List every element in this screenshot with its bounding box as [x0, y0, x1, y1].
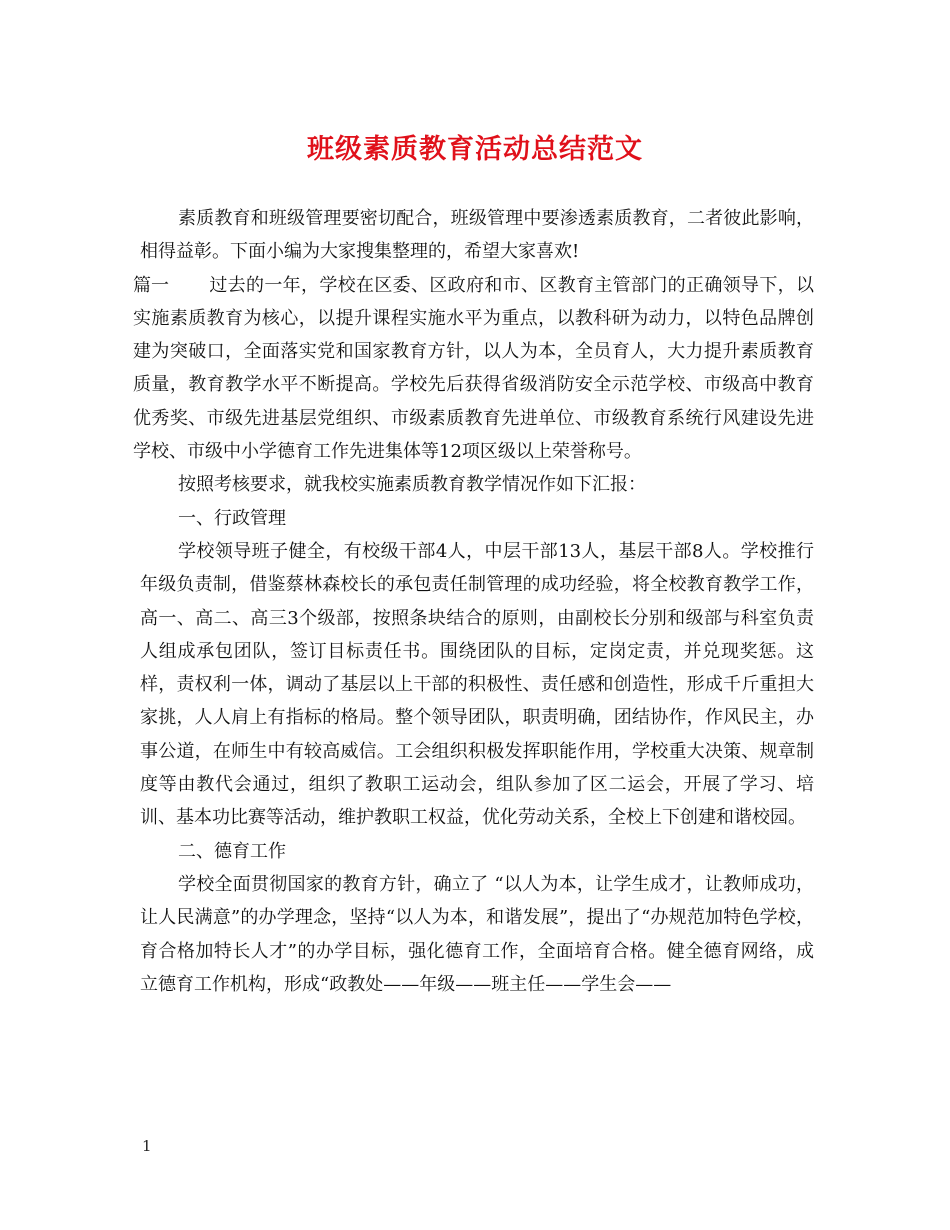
report-intro-paragraph: 按照考核要求，就我校实施素质教育教学情况作如下汇报：: [178, 474, 646, 496]
piece-one-paragraph: [133, 269, 814, 469]
document-body: [133, 202, 814, 1001]
piece-label: 篇一: [133, 274, 169, 296]
section-heading-moral: 二、德育工作: [178, 840, 286, 862]
document-title: 班级素质教育活动总结范文: [307, 134, 643, 165]
piece-first-paragraph: 过去的一年，学校在区委、区政府和市、区教育主管部门的正确领导下，以实施素质教育为核心，以提升课程实施水平为重点，以教科研为动力，以特色品牌创建为突破口，全面落实党和国家教育方针，以人为本，全员育人，大力提升素质教育质量，教育教学水平不断提高。学校先后获得省级消防安全示范学校、市级高中教育优秀奖、市级先进基层党组织、市级素质教育先进单位、市级教育系统行风建设先进学校、市级中小学德育工作先进集体等12项区级以上荣誉称号。: [133, 274, 814, 463]
moral-paragraph: 学校全面贯彻国家的教育方针，确立了 “以人为本，让学生成才，让教师成功，让人民满意”的办学理念，坚持“以人为本，和谐发展”，提出了“办规范加特色学校，育合格加特长人才”的办学目标，强化德育工作，全面培育合格。健全德育网络，成立德育工作机构，形成“政教处——年级——班主任——学生会——: [140, 873, 814, 995]
page-number: 1: [142, 1137, 152, 1155]
intro-paragraph: 素质教育和班级管理要密切配合，班级管理中要渗透素质教育，二者彼此影响，相得益彰。下面小编为大家搜集整理的，希望大家喜欢!: [140, 208, 814, 263]
admin-paragraph: 学校领导班子健全，有校级干部4人，中层干部13人，基层干部8人。学校推行年级负责制，借鉴蔡林森校长的承包责任制管理的成功经验，将全校教育教学工作，高一、高二、高三3个级部，按照条块结合的原则，由副校长分别和级部与科室负责人组成承包团队，签订目标责任书。围绕团队的目标，定岗定责，并兑现奖惩。这样，责权利一体，调动了基层以上干部的积极性、责任感和创造性，形成千斤重担大家挑，人人肩上有指标的格局。整个领导团队，职责明确，团结协作，作风民主，办事公道，在师生中有较高威信。工会组织积极发挥职能作用，学校重大决策、规章制度等由教代会通过，组织了教职工运动会，组队参加了区二运会，开展了学习、培训、基本功比赛等活动，维护教职工权益，优化劳动关系，全校上下创建和谐校园。: [140, 540, 814, 829]
section-heading-admin: 一、行政管理: [178, 507, 286, 529]
